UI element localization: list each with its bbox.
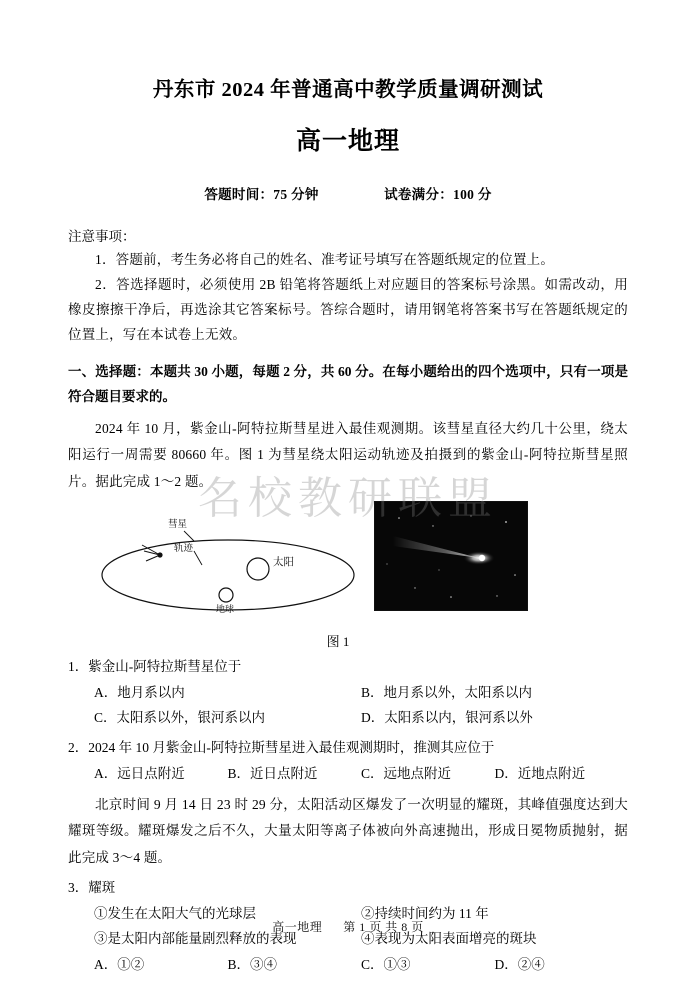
question-2-option-c-wrap [361, 761, 495, 787]
page-content [68, 0, 628, 978]
section-one-heading [68, 360, 628, 410]
question-1-option-d[interactable]: D．太阳系以内，银河系以外 [361, 710, 533, 726]
question-1-option-a[interactable]: A．地月系以内 [94, 684, 185, 700]
exam-score-label: 试卷满分：100 分 [384, 186, 492, 202]
footer-page-label: 第 1 页 共 8 页 [343, 920, 424, 934]
watermark-text: 名校教研联盟 [198, 474, 498, 523]
question-3-statement-1: ①发生在太阳大气的光球层 [94, 905, 256, 921]
question-1-text: 紫金山-阿特拉斯彗星位于 [88, 658, 242, 674]
exam-meta [68, 183, 628, 203]
comet-photograph [374, 501, 528, 611]
figure-1 [68, 501, 628, 629]
notice-heading: 注意事项： [68, 228, 136, 244]
question-2-stem [68, 735, 628, 761]
question-3-options [94, 952, 628, 978]
question-3-stem [68, 875, 628, 901]
question-2-text: 2024 年 10 月紫金山-阿特拉斯彗星进入最佳观测期时，推测其应位于 [88, 739, 495, 755]
question-2 [68, 735, 628, 786]
footer-subject: 高一地理 [272, 920, 323, 934]
question-1-options [94, 680, 628, 731]
question-2-option-d[interactable]: D．近地点附近 [494, 765, 586, 781]
question-3-option-c[interactable]: C．①③ [361, 957, 411, 973]
section-one-text: 本题共 30 小题，每题 2 分，共 60 分。在每小题给出的四个选项中，只有一项是符合题目要求的。 [68, 364, 629, 405]
figure-label-earth: 地球 [216, 603, 235, 614]
page-subtitle: 高一地理 [295, 127, 400, 155]
question-3-option-a[interactable]: A．①② [94, 957, 145, 973]
question-3-statement-3: ③是太阳内部能量剧烈释放的表现 [94, 931, 297, 947]
page-footer [0, 918, 696, 935]
question-2-option-a-wrap [94, 761, 228, 787]
figure-1-caption: 图 1 [326, 633, 350, 649]
page-title: 丹东市 2024 年普通高中教学质量调研测试 [152, 79, 544, 101]
question-3-text: 耀斑 [88, 880, 116, 896]
question-1-number: 1． [68, 658, 89, 674]
question-2-option-b-wrap [228, 761, 362, 787]
question-1-stem [68, 654, 628, 680]
question-1 [68, 654, 628, 731]
question-3-option-c-wrap [361, 952, 495, 978]
question-2-option-d-wrap [495, 761, 629, 787]
question-1-options-right [361, 680, 628, 731]
question-3-option-d-wrap [495, 952, 629, 978]
question-1-option-b[interactable]: B．地月系以外，太阳系以内 [361, 684, 533, 700]
question-1-option-c[interactable]: C．太阳系以外，银河系以内 [94, 710, 266, 726]
figure-label-sun: 太阳 [273, 556, 294, 568]
section-one-label: 一、选择题： [68, 364, 150, 380]
notice-item-1: 1．答题前，考生务必将自己的姓名、准考证号填写在答题纸规定的位置上。 [95, 252, 555, 268]
figure-label-comet: 彗星 [168, 519, 188, 530]
question-3-number: 3． [68, 880, 89, 896]
question-2-option-a[interactable]: A．远日点附近 [94, 765, 185, 781]
notice-item-2: 2．答选择题时，必须使用 2B 铅笔将答题纸上对应题目的答案标号涂黑。如需改动，用橡皮擦擦干净后，再选涂其它答案标号。答综合题时，请用钢笔将答案书写在答题纸规定的位置上，写在本试卷上无效。 [68, 277, 628, 343]
orbit-diagram [98, 507, 358, 625]
comet-photo-graphic [375, 502, 527, 610]
question-2-number: 2． [68, 739, 89, 755]
question-1-options-left [94, 680, 361, 731]
material-1: 2024 年 10 月，紫金山-阿特拉斯彗星进入最佳观测期。该彗星直径大约几十公里，绕太阳运行一周需要 80660 年。图 1 为彗星绕太阳运动轨迹及拍摄到的紫金山-阿特拉斯彗星照片。据此完成 1～2 题。 [68, 421, 628, 489]
question-2-options [94, 761, 628, 787]
exam-time-label: 答题时间：75 分钟 [204, 186, 319, 202]
figure-label-orbit: 轨迹 [174, 543, 194, 554]
question-3-option-b-wrap [228, 952, 362, 978]
question-2-option-b[interactable]: B．近日点附近 [227, 765, 318, 781]
question-3-option-a-wrap [94, 952, 228, 978]
question-3-statement-4: ④表现为太阳表面增亮的斑块 [361, 931, 537, 947]
question-3-option-d[interactable]: D．②④ [494, 957, 545, 973]
question-3-statement-2: ②持续时间约为 11 年 [361, 905, 489, 921]
question-3-option-b[interactable]: B．③④ [227, 957, 278, 973]
question-2-option-c[interactable]: C．远地点附近 [361, 765, 452, 781]
material-2: 北京时间 9 月 14 日 23 时 29 分，太阳活动区爆发了一次明显的耀斑，其峰值强度达到大耀斑等级。耀斑爆发之后不久，大量太阳等离子体被向外高速抛出，形成日冕物质抛射，据此完成 3～4 题。 [68, 797, 628, 865]
